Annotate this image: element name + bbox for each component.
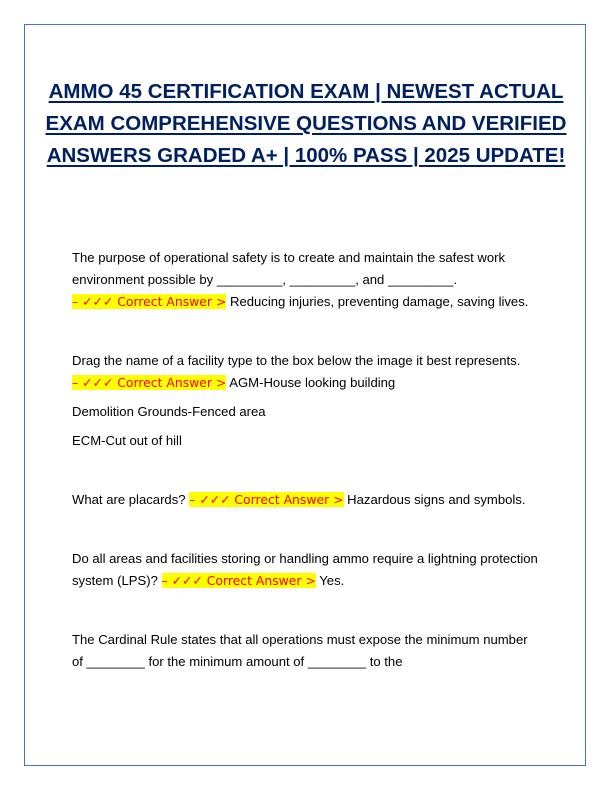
- qa-list: [72, 247, 540, 673]
- question-text: The Cardinal Rule states that all operations must expose the minimum number of ________ for the minimum amount of ________ to the: [72, 632, 528, 669]
- correct-answer-tag: – ✓✓✓ Correct Answer >: [161, 573, 316, 588]
- correct-answer-tag: – ✓✓✓ Correct Answer >: [72, 294, 227, 309]
- question-text: What are placards?: [72, 492, 186, 507]
- question-text: Drag the name of a facility type to the box below the image it best represents.: [72, 353, 521, 368]
- question-text: Do all areas and facilities storing or handling ammo require a lightning protection system (LPS)?: [72, 551, 538, 588]
- qa-item: [72, 350, 540, 394]
- question-text: The purpose of operational safety is to create and maintain the safest work environment possible by _________, _________, and _________.: [72, 250, 506, 287]
- answer-extra-line: Demolition Grounds-Fenced area: [72, 404, 266, 419]
- qa-item: [72, 489, 540, 511]
- answer-text: Reducing injuries, preventing damage, saving lives.: [229, 294, 529, 309]
- qa-item: [72, 629, 540, 673]
- answer-text: Hazardous signs and symbols.: [347, 492, 526, 507]
- answer-text: AGM-House looking building: [229, 375, 396, 390]
- correct-answer-tag: – ✓✓✓ Correct Answer >: [189, 492, 344, 507]
- qa-item: [72, 247, 540, 313]
- qa-item: [72, 548, 540, 592]
- answer-extra-line: ECM-Cut out of hill: [72, 433, 182, 448]
- answer-text: Yes.: [319, 573, 345, 588]
- correct-answer-tag: – ✓✓✓ Correct Answer >: [72, 375, 227, 390]
- document-title: AMMO 45 CERTIFICATION EXAM | NEWEST ACTUAL EXAM COMPREHENSIVE QUESTIONS AND VERIFIED ANSWERS GRADED A+ | 100% PASS | 2025 UPDATE!: [45, 80, 567, 167]
